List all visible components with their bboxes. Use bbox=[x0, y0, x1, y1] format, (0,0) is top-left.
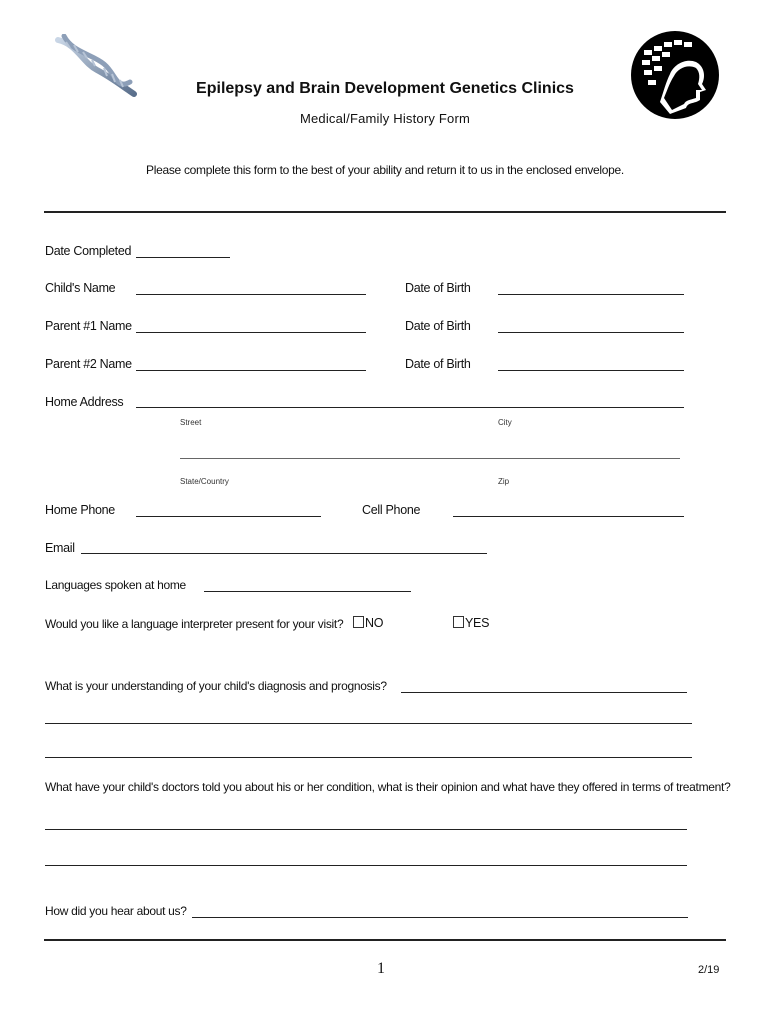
childs-name-field[interactable] bbox=[136, 294, 366, 295]
no-option-label: NO bbox=[365, 616, 384, 630]
diagnosis-question: What is your understanding of your child's diagnosis and prognosis? bbox=[45, 679, 387, 693]
date-completed-label: Date Completed bbox=[45, 244, 132, 258]
city-caption: City bbox=[498, 418, 512, 427]
hear-about-field[interactable] bbox=[192, 917, 688, 918]
cell-phone-label: Cell Phone bbox=[362, 503, 421, 517]
home-address-state-field[interactable] bbox=[180, 458, 680, 459]
home-phone-label: Home Phone bbox=[45, 503, 115, 517]
date-of-birth-label-1: Date of Birth bbox=[405, 281, 471, 295]
doctors-field-1[interactable] bbox=[45, 829, 687, 830]
interpreter-question: Would you like a language interpreter present for your visit? bbox=[45, 617, 344, 631]
interpreter-yes-option[interactable] bbox=[453, 616, 489, 630]
instructions: Please complete this form to the best of your ability and return it to us in the enclosed envelope. bbox=[146, 163, 624, 177]
diagnosis-field-3[interactable] bbox=[45, 757, 692, 758]
street-caption: Street bbox=[180, 418, 202, 427]
page-subtitle: Medical/Family History Form bbox=[299, 111, 471, 126]
cell-phone-field[interactable] bbox=[453, 516, 684, 517]
date-of-birth-field-2[interactable] bbox=[498, 332, 684, 333]
home-address-street-field[interactable] bbox=[136, 407, 684, 408]
parent1-name-field[interactable] bbox=[136, 332, 366, 333]
diagnosis-field-1[interactable] bbox=[401, 692, 687, 693]
doctors-field-2[interactable] bbox=[45, 865, 687, 866]
email-field[interactable] bbox=[81, 553, 487, 554]
no-checkbox[interactable] bbox=[353, 616, 364, 628]
languages-field[interactable] bbox=[204, 591, 411, 592]
form-revision: 2/19 bbox=[698, 964, 720, 976]
childs-name-label: Child's Name bbox=[45, 281, 116, 295]
hear-about-label: How did you hear about us? bbox=[45, 904, 187, 918]
interpreter-no-option[interactable] bbox=[353, 616, 383, 630]
parent2-name-field[interactable] bbox=[136, 370, 366, 371]
date-of-birth-field-3[interactable] bbox=[498, 370, 684, 371]
zip-caption: Zip bbox=[498, 477, 510, 486]
page-number: 1 bbox=[377, 960, 385, 977]
date-of-birth-label-3: Date of Birth bbox=[405, 357, 471, 371]
home-address-label: Home Address bbox=[45, 395, 124, 409]
page-title: Epilepsy and Brain Development Genetics Clinics bbox=[196, 80, 574, 97]
doctors-question: What have your child's doctors told you about his or her condition, what is their opinion and what have they offered in terms of treatment? bbox=[45, 780, 731, 794]
diagnosis-field-2[interactable] bbox=[45, 723, 692, 724]
footer-divider bbox=[44, 939, 726, 941]
date-of-birth-field-1[interactable] bbox=[498, 294, 684, 295]
yes-option-label: YES bbox=[465, 616, 490, 630]
email-label: Email bbox=[45, 541, 75, 555]
date-completed-field[interactable] bbox=[136, 257, 230, 258]
languages-label: Languages spoken at home bbox=[45, 578, 186, 592]
head-brain-icon bbox=[630, 30, 720, 120]
date-of-birth-label-2: Date of Birth bbox=[405, 319, 471, 333]
parent2-name-label: Parent #2 Name bbox=[45, 357, 132, 371]
parent1-name-label: Parent #1 Name bbox=[45, 319, 132, 333]
state-country-caption: State/Country bbox=[180, 477, 229, 486]
header-divider bbox=[44, 211, 726, 213]
home-phone-field[interactable] bbox=[136, 516, 321, 517]
yes-checkbox[interactable] bbox=[453, 616, 464, 628]
